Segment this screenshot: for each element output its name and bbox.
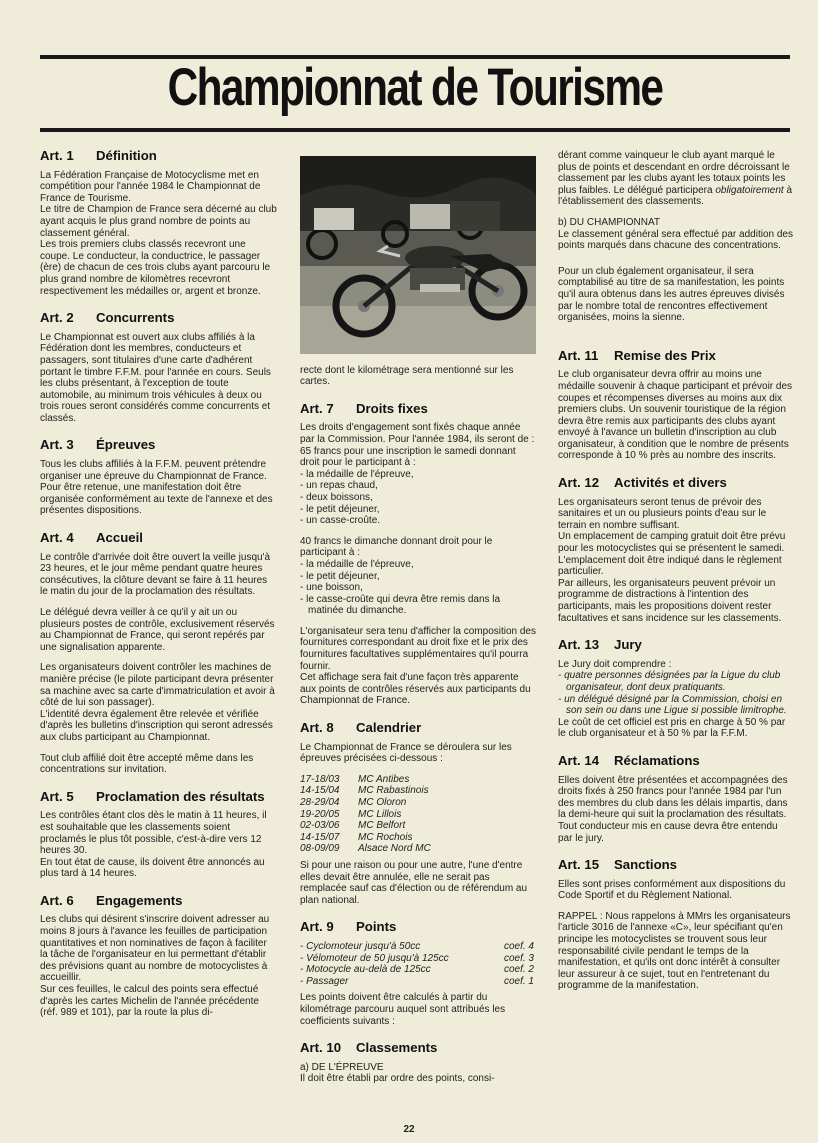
art14-heading: Art. 14 Réclamations [558,752,700,768]
art11-p1: Le club organisateur devra offrir au moins une médaille souvenir à chaque participant et prévoir des coupes et récompenses diverses au moins aux dix premiers clubs. Un souvenir touristique de la région devra être remis aux participants des clubs ayant envoyé à l'avance un bulletin d'inscription au club organisateur, à condition que le nombre de présents corresponde à 10 % près au nombre des inscrits. [558,369,793,462]
art1-p3: Les trois premiers clubs classés recevront une coupe. Le conducteur, la conductrice, le passager (ère) de chacun de ces trois clubs ayant parcouru le plus grand nombre de kilomètres recevront respectivement les médailles or, argent et bronze. [40,239,271,297]
art8-heading: Art. 8 Calendrier [300,720,422,736]
art1-p2: Le titre de Champion de France sera décerné au club ayant acquis le plus grand nombre de points au classement général. [40,204,277,239]
art6-p2-tail: recte dont le kilométrage sera mentionné sur les cartes. [300,364,514,388]
art15-heading: Art. 15 Sanctions [558,857,678,873]
table-row: 19-20/05 MC Lillois [300,808,402,820]
calendar-table [300,774,431,855]
art8-p2: Si pour une raison ou pour une autre, l'une d'entre elles devait être annulée, elle ne serait pas remplacée sauf cas d'élection ou de référendum au plan national. [300,859,528,906]
art6-p2: Sur ces feuilles, le calcul des points sera effectué d'après les cartes Michelin de l'année précédente (réf. 989 et 101), par la route la plus di- [40,984,259,1019]
column-left [40,150,277,1019]
art7-list1: - la médaille de l'épreuve, - un repas chaud, - deux boissons, - le petit déjeuner, - un casse-croûte. [300,468,414,527]
art1-heading: Art. 1 Définition [40,148,157,163]
art4-p4: L'identité devra également être relevée et vérifiée d'après les bulletins d'inscription qui seront adressés aux clubs participant au Championnat. [40,708,273,743]
table-row: 28-29/04 MC Oloron [300,797,407,808]
art4-p3: Les organisateurs doivent contrôler les machines de manière précise (le pilote participant devra présenter sa machine avec sa carte d'immatriculation et avoir à côté de lui son passager). [40,662,275,709]
table-row: - Motocycle au-delà de 125cc coef. 2 [300,964,534,976]
art15-p1: Elles sont prises conformément aux dispositions du Code Sportif et du Règlement National. [558,878,786,902]
art14-p2: Tout conducteur mis en cause devra être entendu par le jury. [558,820,778,844]
art7-p1: Les droits d'engagement sont fixés chaque année par la Commission. Pour l'année 1984, ils seront de : [300,422,535,445]
art10-p1-start: Il doit être établi par ordre des points, consi- [300,1073,495,1085]
column-middle [300,150,536,1085]
page-number: 22 [403,1124,415,1135]
art12-p2: Un emplacement de camping gratuit doit être prévu pour les motocyclistes qui se présentent le samedi. L'emplacement doit être indiqué dans le règlement particulier. [558,531,786,578]
art7-p5: Cet affichage sera fait d'une façon très apparente aux points de contrôles réservés aux participants du Championnat de France. [300,672,531,707]
table-row: - Passager coef. 1 [300,975,534,987]
art10-sub-a: a) DE L'ÉPREUVE [300,1061,384,1073]
art6-p1: Les clubs qui désirent s'inscrire doivent adresser au moins 8 jours à l'avance les feuilles de participation quantitatives et non nominatives de façon à faciliter la tâche de l'organisateur en lui permettant d'établir des prévisions quant au nombre de motocyclistes à accueillir. [40,914,270,984]
table-row: 14-15/04 MC Rabastinois [300,785,429,797]
art1-p1: La Fédération Française de Motocyclisme met en compétition pour l'année 1984 le Championnat de France de Tourisme. [40,169,261,204]
column-right [558,150,794,992]
art8-p1: Le Championnat de France se déroulera sur les épreuves précisées ci-dessous : [300,741,512,765]
art13-list: - quatre personnes désignées par la Ligue du club organisateur, dont deux pratiquants. - un délégué désigné par la Commission, choisi en son sein ou dans une Ligue si possible limitrophe. [558,670,787,717]
art3-p1: Tous les clubs affiliés à la F.F.M. peuvent prétendre organiser une épreuve du Championnat de France. [40,459,267,482]
art3-p2: Pour être retenue, une manifestation doit être organisée conformément au texte de l'annexe et des présentes dispositions. [40,482,273,517]
art10-p3: Pour un club également organisateur, il sera comptabilisé au titre de sa manifestation, les points qu'il aura obtenus dans les autres épreuves divisés par le nombre total de rencontres effectivement organisées, moins la sienne. [558,265,785,324]
art13-heading: Art. 13 Jury [558,637,642,653]
art7-list2: - la médaille de l'épreuve, - le petit déjeuner, - une boisson, - le casse-croûte qui devra être remis dans la matinée du dimanche. [300,558,501,617]
art12-p3: Par ailleurs, les organisateurs peuvent prévoir un programme de distractions à l'intention des participants, mais les propositions doivent rester facultatives et sans incidence sur les classements. [558,577,782,624]
art13-p2: Le coût de cet officiel est pris en charge à 50 % par le club organisateur et à 50 % par la F.F.M. [558,716,786,740]
art2-p1: Le Championnat est ouvert aux clubs affiliés à la Fédération dont les membres, conducteurs et passagers, sont titulaires d'une carte d'adhérent portant le timbre F.F.M. pour l'année en cours. Seuls les clubs présentant, à l'exception de toute automobile, au minimum trois véhicules à deux ou trois roues seront considérés comme concurrents et classés. [40,331,271,424]
table-row: 17-18/03 MC Antibes [300,773,410,785]
art4-p5: Tout club affilié doit être accepté même dans les concentrations sur invitation. [40,752,254,776]
art4-p2: Le délégué devra veiller à ce qu'il y ait un ou plusieurs postes de contrôle, exclusivement réservés au Championnat de France, qui seront repérés par une signalisation apparente. [40,607,275,653]
art10-heading: Art. 10 Classements [300,1040,438,1056]
art7-p2: 65 francs pour une inscription le samedi donnant droit pour le participant à : [300,445,516,469]
motorcycles-photo [300,156,536,354]
art4-heading: Art. 4 Accueil [40,530,143,546]
art2-heading: Art. 2 Concurrents [40,310,175,326]
table-row: 08-09/09 Alsace Nord MC [300,843,431,855]
table-row: - Vélomoteur de 50 jusqu'à 125cc coef. 3 [300,952,534,964]
art7-p4: L'organisateur sera tenu d'afficher la composition des fournitures correspondant au droit fixe et le prix des fournitures facultatives supplémentaires qu'il pourra fournir. [300,625,536,672]
art10-p1-cont: dérant comme vainqueur le club ayant marqué le plus de points et descendant en ordre décroissant le classement par les clubs ayant les totaux points les plus faibles. Le délégué participera obligatoirement à l'établissement des classements. [558,150,793,208]
table-row: 14-15/07 MC Rochois [300,831,413,843]
art3-heading: Art. 3 Épreuves [40,437,156,453]
art10-sub-b: b) DU CHAMPIONNAT [558,216,661,228]
art12-p1: Les organisateurs seront tenus de prévoir des sanitaires et un ou plusieurs points d'eau sur le terrain en nombre suffisant. [558,496,767,531]
art7-heading: Art. 7 Droits fixes [300,400,428,416]
art13-p1: Le Jury doit comprendre : [558,658,672,670]
art9-p1: Les points doivent être calculés à partir du kilométrage parcouru auquel sont attribués les coefficients suivants : [300,992,506,1027]
art7-p3: 40 francs le dimanche donnant droit pour le participant à : [300,535,493,559]
table-row: 02-03/06 MC Belfort [300,820,406,832]
art11-heading: Art. 11 Remise des Prix [558,347,716,363]
table-row: - Cyclomoteur jusqu'à 50cc coef. 4 [300,940,534,952]
art9-heading: Art. 9 Points [300,919,397,935]
page-title: Championnat de Tourisme [167,58,663,117]
art5-p1: Les contrôles étant clos dès le matin à 11 heures, il est souhaitable que les classements soient proclamés le plus tôt possible, c'est-à-dire vers 12 heures 30. [40,810,267,857]
art12-heading: Art. 12 Activités et divers [558,475,727,491]
title-rule [40,128,790,132]
art5-heading: Art. 5 Proclamation des résultats [40,788,265,804]
art10-p2: Le classement général sera effectué par addition des points marqués dans chacune des concentrations. [558,228,793,252]
art6-heading: Art. 6 Engagements [40,892,183,908]
art4-p1: Le contrôle d'arrivée doit être ouvert la veille jusqu'à 23 heures, et le jour même pendant quatre heures consécutives, la clôture devant se faire à 11 heures le matin du jour de la proclamation des résultats. [40,551,271,598]
art15-p2: RAPPEL : Nous rappelons à MMrs les organisateurs l'article 3016 de l'annexe «C», leur spécifiant qu'en principe les motocyclistes se trouvent sous leur responsabilité civile pendant le temps de la manifestation, et qu'ils ont donc intérêt à consulter leur assureur à ce sujet, tout en l'entretenant du programme de la manifestation. [558,910,791,992]
art14-p1: Elles doivent être présentées et accompagnées des droits fixés à 250 francs pour l'année 1984 par l'un des membres du club dans les délais impartis, dans la demi-heure qui suit la proclamation des résultats. [558,774,788,821]
coefficients-table [300,941,536,987]
art5-p2: En tout état de cause, ils doivent être annoncés au plus tard à 14 heures. [40,856,265,880]
